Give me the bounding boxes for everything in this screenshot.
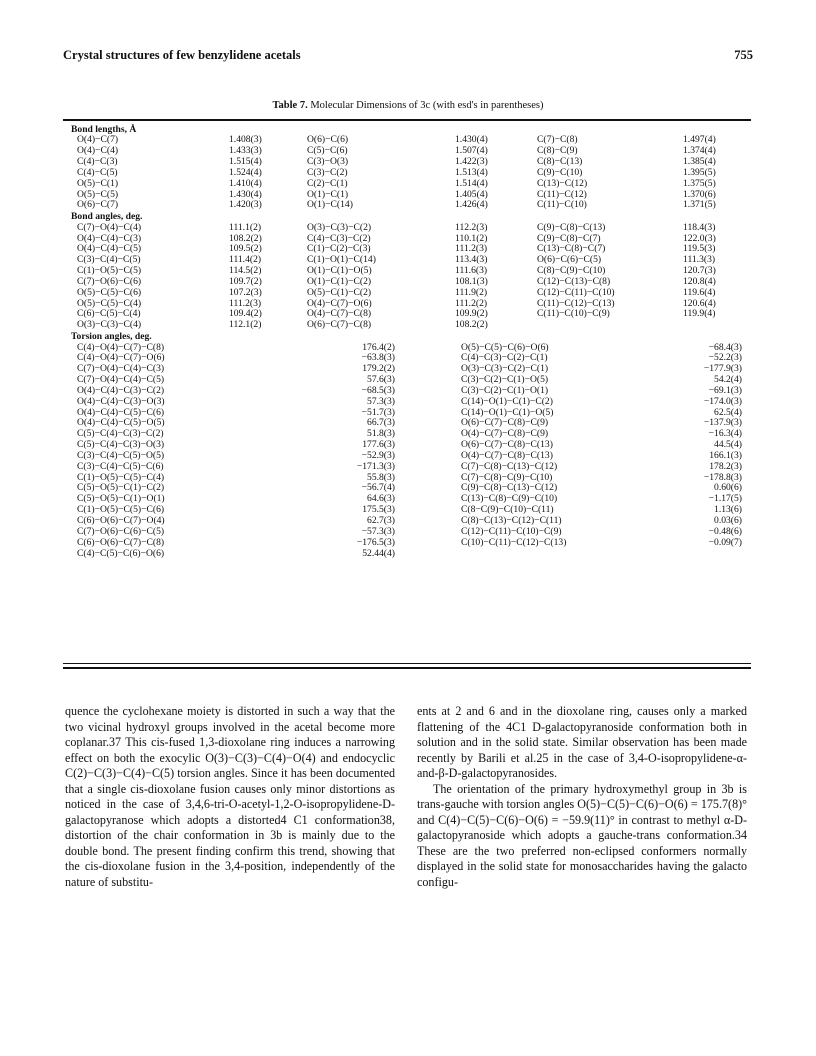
table-row — [63, 375, 751, 386]
torsion-label: C(1)−O(5)−C(5)−C(4) — [77, 471, 165, 483]
angle-value: 109.7(2) — [229, 275, 262, 287]
table-caption-label: Table 7. — [272, 100, 308, 111]
table-row — [63, 288, 751, 299]
torsion-label: C(5)−O(5)−C(1)−O(1) — [77, 493, 165, 505]
bond-lengths-heading: Bond lengths, Å — [71, 124, 137, 135]
bond-label: O(5)−C(5) — [77, 188, 119, 200]
angle-value: 119.5(3) — [683, 243, 716, 255]
bond-label: C(13)−C(12) — [537, 177, 588, 189]
angle-label: C(8)−C(9)−C(10) — [537, 265, 606, 277]
angle-value: 111.2(3) — [455, 243, 488, 255]
torsion-value: 179.2(2) — [362, 363, 395, 375]
bond-label: C(11)−C(10) — [537, 199, 587, 211]
body-paragraph: ents at 2 and 6 and in the dioxolane ring, causes only a marked flattening of the 4C1 D-galactopyranoside conformation both in solution and in the solid state. Similar observation has been made recently by Barili et al.25 in the case of 3,4-O-isopropylidene-α-and-β-D-galactopyranosides. — [417, 704, 747, 781]
angle-label: C(3)−C(4)−C(5) — [77, 254, 141, 266]
bond-label: O(6)−C(7) — [77, 199, 119, 211]
bond-label: O(6)−C(6) — [307, 134, 349, 146]
torsion-value: −178.8(3) — [703, 471, 742, 483]
torsion-label: O(4)−C(4)−C(3)−C(2) — [77, 384, 165, 396]
bond-label: C(4)−C(5) — [77, 166, 118, 178]
torsion-value: 62.5(4) — [714, 406, 742, 418]
table-row — [63, 244, 751, 255]
bond-value: 1.524(4) — [229, 166, 262, 178]
angle-value: 109.9(2) — [455, 308, 488, 320]
torsion-label: C(6)−O(6)−C(7)−O(4) — [77, 515, 165, 527]
table-caption — [0, 100, 816, 111]
torsion-label: C(7)−O(4)−C(4)−C(3) — [77, 363, 165, 375]
running-head-title: Crystal structures of few benzylidene acetals — [63, 48, 301, 62]
table-row — [63, 168, 751, 179]
table-row — [63, 408, 751, 419]
torsion-label: C(14)−O(1)−C(1)−C(2) — [461, 395, 553, 407]
bond-value: 1.370(6) — [683, 188, 716, 200]
torsion-label: C(7)−O(4)−C(4)−C(5) — [77, 374, 165, 386]
bond-value: 1.405(4) — [455, 188, 488, 200]
torsion-value: 178.2(3) — [709, 460, 742, 472]
table-row — [63, 277, 751, 288]
torsion-value: 62.7(3) — [367, 515, 395, 527]
torsion-label: C(3)−C(2)−C(1)−O(5) — [461, 374, 549, 386]
bond-lengths-rows — [63, 135, 751, 211]
torsion-value: −56.7(4) — [361, 482, 395, 494]
bond-label: C(11)−C(12) — [537, 188, 587, 200]
angle-label: O(4)−C(7)−O(6) — [307, 297, 372, 309]
table-row — [63, 353, 751, 364]
table-row — [63, 505, 751, 516]
torsion-label: O(5)−C(5)−C(6)−O(6) — [461, 341, 549, 353]
angle-value: 107.2(3) — [229, 286, 262, 298]
torsion-label: C(1)−O(5)−C(5)−C(6) — [77, 504, 165, 516]
torsion-label: C(7)−C(8)−C(13)−C(12) — [461, 460, 558, 472]
angle-label: C(7)−O(6)−C(6) — [77, 275, 142, 287]
table-row — [63, 386, 751, 397]
torsion-label: C(3)−C(4)−C(5)−C(6) — [77, 460, 164, 472]
angle-label: C(12)−C(13)−C(8) — [537, 275, 611, 287]
table-row — [63, 146, 751, 157]
bond-label: O(1)−C(14) — [307, 199, 353, 211]
torsion-value: 44.5(4) — [714, 439, 742, 451]
torsion-label: C(4)−O(4)−C(7)−C(8) — [77, 341, 165, 353]
torsion-value: −0.48(6) — [708, 525, 742, 537]
torsion-label: C(8−C(9)−C(10)−C(11) — [461, 504, 554, 516]
angle-label: C(9)−C(8)−C(13) — [537, 221, 606, 233]
angle-label: O(1)−C(1)−O(5) — [307, 265, 372, 277]
running-head — [63, 48, 753, 66]
bond-value: 1.395(5) — [683, 166, 716, 178]
table-row — [63, 299, 751, 310]
table-row — [63, 200, 751, 211]
bond-value: 1.375(5) — [683, 177, 716, 189]
angle-value: 114.5(2) — [229, 265, 262, 277]
bond-angles-rows — [63, 223, 751, 331]
bond-label: C(8)−C(9) — [537, 145, 578, 157]
table-row — [63, 538, 751, 549]
bond-label: C(3)−C(2) — [307, 166, 348, 178]
angle-label: C(1)−O(5)−C(5) — [77, 265, 142, 277]
bond-label: C(2)−C(1) — [307, 177, 348, 189]
torsion-value: 66.7(3) — [367, 417, 395, 429]
angle-value: 113.4(3) — [455, 254, 488, 266]
bond-label: C(8)−C(13) — [537, 156, 583, 168]
angle-label: C(13)−C(8)−C(7) — [537, 243, 606, 255]
bond-value: 1.433(3) — [229, 145, 262, 157]
torsion-label: O(4)−C(7)−C(8)−C(13) — [461, 449, 553, 461]
angle-label: C(11)−C(12)−C(13) — [537, 297, 615, 309]
bond-value: 1.497(4) — [683, 134, 716, 146]
torsion-label: O(3)−C(3)−C(2)−C(1) — [461, 363, 549, 375]
angle-value: 119.9(4) — [683, 308, 716, 320]
table-row — [63, 397, 751, 408]
angle-label: C(1)−C(2)−C(3) — [307, 243, 371, 255]
torsion-value: −68.5(3) — [361, 384, 395, 396]
angle-label: C(9)−C(8)−C(7) — [537, 232, 601, 244]
bond-value: 1.513(4) — [455, 166, 488, 178]
torsion-label: C(9)−C(8)−C(13)−C(12) — [461, 482, 558, 494]
table-row — [63, 364, 751, 375]
bond-value: 1.410(4) — [229, 177, 262, 189]
angle-label: C(7)−O(4)−C(4) — [77, 221, 142, 233]
table-row — [63, 483, 751, 494]
torsion-value: −57.3(3) — [361, 525, 395, 537]
table-row — [63, 516, 751, 527]
torsion-label: C(3)−C(2)−C(1)−O(1) — [461, 384, 549, 396]
angle-label: O(6)−C(6)−C(5) — [537, 254, 602, 266]
bond-value: 1.371(5) — [683, 199, 716, 211]
torsion-label: O(4)−C(4)−C(5)−O(5) — [77, 417, 165, 429]
torsion-value: −52.9(3) — [361, 449, 395, 461]
torsion-value: −52.2(3) — [708, 352, 742, 364]
table-row — [63, 135, 751, 146]
angle-label: O(4)−C(4)−C(3) — [77, 232, 142, 244]
table-row — [63, 309, 751, 320]
table-row — [63, 157, 751, 168]
angle-value: 108.2(2) — [455, 319, 488, 331]
table-row — [63, 549, 751, 560]
torsion-value: 176.4(2) — [362, 341, 395, 353]
angle-label: C(1)−O(1)−C(14) — [307, 254, 376, 266]
bond-value: 1.385(4) — [683, 156, 716, 168]
torsion-value: 64.6(3) — [367, 493, 395, 505]
bond-value: 1.514(4) — [455, 177, 488, 189]
table-row — [63, 429, 751, 440]
angle-label: O(4)−C(7)−C(8) — [307, 308, 372, 320]
body-paragraph: The orientation of the primary hydroxymethyl group in 3b is trans-gauche with torsion angles O(5)−C(5)−C(6)−O(6) = 175.7(8)° and C(4)−C(5)−C(6)−O(6) = −59.9(11)° in contrast to methyl α-D-galactopyranoside which adopts a gauche-trans conformation.34 These are the two preferred non-eclipsed conformers normally displayed in the solid state for monosaccharides having the galacto configu- — [417, 781, 747, 890]
torsion-angles-rows — [63, 343, 751, 560]
torsion-value: 51.8(3) — [367, 428, 395, 440]
table-bottom-rule — [63, 667, 751, 669]
torsion-label: C(4)−O(4)−C(7)−O(6) — [77, 352, 165, 364]
angle-value: 108.1(3) — [455, 275, 488, 287]
angle-label: O(6)−C(7)−C(8) — [307, 319, 372, 331]
body-right-column — [417, 704, 747, 891]
bond-label: C(9)−C(10) — [537, 166, 583, 178]
bond-label: C(4)−C(3) — [77, 156, 118, 168]
torsion-label: C(13)−C(8)−C(9)−C(10) — [461, 493, 558, 505]
torsion-angles-heading: Torsion angles, deg. — [71, 331, 152, 343]
table-row — [63, 179, 751, 190]
angle-value: 120.8(4) — [683, 275, 716, 287]
torsion-value: 55.8(3) — [367, 471, 395, 483]
angle-label: C(4)−C(3)−C(2) — [307, 232, 371, 244]
angle-label: O(3)−C(3)−C(4) — [77, 319, 142, 331]
table-caption-text: Molecular Dimensions of 3c (with esd's in parentheses) — [310, 100, 544, 111]
torsion-value: 52.44(4) — [362, 547, 395, 559]
bond-label: C(7)−C(8) — [537, 134, 578, 146]
table-row — [63, 343, 751, 354]
bond-value: 1.408(3) — [229, 134, 262, 146]
body-left-column — [65, 704, 395, 891]
angle-label: O(5)−C(5)−C(4) — [77, 297, 142, 309]
angle-value: 120.7(3) — [683, 265, 716, 277]
torsion-value: −68.4(3) — [708, 341, 742, 353]
angle-value: 112.2(3) — [455, 221, 488, 233]
torsion-label: C(10)−C(11)−C(12)−C(13) — [461, 536, 567, 548]
angle-value: 120.6(4) — [683, 297, 716, 309]
table-row — [63, 255, 751, 266]
torsion-value: 57.3(3) — [367, 395, 395, 407]
table-row — [63, 320, 751, 331]
torsion-label: C(4)−C(5)−C(6)−O(6) — [77, 547, 165, 559]
angle-value: 111.3(3) — [683, 254, 716, 266]
bond-value: 1.374(4) — [683, 145, 716, 157]
torsion-label: O(4)−C(7)−C(8)−C(9) — [461, 428, 549, 440]
angle-label: O(5)−C(1)−C(2) — [307, 286, 372, 298]
table-row — [63, 418, 751, 429]
body-paragraph: quence the cyclohexane moiety is distorted in such a way that the two vicinal hydroxyl groups involved in the acetal become more coplanar.37 This cis-fused 1,3-dioxolane ring induces a narrowing effect on both the exocylic O(3)−C(3)−C(4)−O(4) and endocyclic C(2)−C(3)−C(4)−C(5) torsion angles. Since it has been documented that a single cis-dioxolane fusion causes only minor distortions as noticed in the case of 3,4,6-tri-O-acetyl-1,2-O-isopropylidene-D-galactopyranose which adopts a distorted4 C1 conformation38, distortion of the chair conformation in 3b is mainly due to the double bond. The present finding confirm this trend, showing that the cis-dioxolane fusion in the 3,4-position, independently of the nature of substitu- — [65, 704, 395, 890]
torsion-label: C(12)−C(11)−C(10)−C(9) — [461, 525, 562, 537]
angle-label: C(12)−C(11)−C(10) — [537, 286, 615, 298]
bond-value: 1.430(4) — [455, 134, 488, 146]
torsion-value: 1.13(6) — [714, 504, 742, 516]
bond-label: O(5)−C(1) — [77, 177, 119, 189]
bond-value: 1.420(3) — [229, 199, 262, 211]
table-row — [63, 462, 751, 473]
table-row — [63, 451, 751, 462]
angle-label: O(1)−C(1)−C(2) — [307, 275, 372, 287]
bond-value: 1.430(4) — [229, 188, 262, 200]
angle-label: O(5)−C(5)−C(6) — [77, 286, 142, 298]
torsion-value: −174.0(3) — [703, 395, 742, 407]
angle-value: 110.1(2) — [455, 232, 488, 244]
torsion-label: C(3)−C(4)−C(5)−O(5) — [77, 449, 165, 461]
torsion-value: −137.9(3) — [703, 417, 742, 429]
torsion-value: −16.3(4) — [708, 428, 742, 440]
torsion-label: C(5)−C(4)−C(3)−O(3) — [77, 439, 165, 451]
torsion-value: −63.8(3) — [361, 352, 395, 364]
torsion-value: −1.17(5) — [708, 493, 742, 505]
page-number: 755 — [734, 48, 753, 62]
torsion-value: −171.3(3) — [356, 460, 395, 472]
torsion-value: 57.6(3) — [367, 374, 395, 386]
table-bottom-rule-thin — [63, 663, 751, 664]
table-top-rule — [63, 119, 751, 121]
table-row — [63, 494, 751, 505]
angle-label: O(4)−C(4)−C(5) — [77, 243, 142, 255]
torsion-label: C(7)−O(6)−C(6)−C(5) — [77, 525, 165, 537]
angle-value: 122.0(3) — [683, 232, 716, 244]
bond-value: 1.422(3) — [455, 156, 488, 168]
torsion-label: C(4)−C(3)−C(2)−C(1) — [461, 352, 548, 364]
bond-label: C(3)−O(3) — [307, 156, 349, 168]
angle-value: 118.4(3) — [683, 221, 716, 233]
angle-label: C(6)−C(5)−C(4) — [77, 308, 141, 320]
table-row — [63, 266, 751, 277]
angle-value: 119.6(4) — [683, 286, 716, 298]
torsion-label: C(8)−C(13)−C(12)−C(11) — [461, 515, 562, 527]
torsion-value: −0.09(7) — [708, 536, 742, 548]
table-row — [63, 190, 751, 201]
bond-angles-heading: Bond angles, deg. — [71, 211, 143, 223]
torsion-label: O(4)−C(4)−C(3)−O(3) — [77, 395, 165, 407]
torsion-label: C(14)−O(1)−C(1)−O(5) — [461, 406, 554, 418]
bond-value: 1.426(4) — [455, 199, 488, 211]
torsion-value: −177.9(3) — [703, 363, 742, 375]
torsion-label: O(6)−C(7)−C(8)−C(13) — [461, 439, 553, 451]
molecular-dimensions-table — [63, 124, 751, 559]
angle-label: C(11)−C(10)−C(9) — [537, 308, 610, 320]
angle-value: 111.4(2) — [229, 254, 262, 266]
torsion-value: 0.03(6) — [714, 515, 742, 527]
torsion-label: C(5)−O(5)−C(1)−C(2) — [77, 482, 165, 494]
table-row — [63, 223, 751, 234]
torsion-value: 177.6(3) — [362, 439, 395, 451]
angle-label: O(3)−C(3)−C(2) — [307, 221, 372, 233]
torsion-label: C(7)−C(8)−C(9)−C(10) — [461, 471, 553, 483]
torsion-value: 166.1(3) — [709, 449, 742, 461]
angle-value: 111.1(2) — [229, 221, 262, 233]
angle-value: 111.2(2) — [455, 297, 488, 309]
angle-value: 109.5(2) — [229, 243, 262, 255]
table-row — [63, 473, 751, 484]
torsion-value: 54.2(4) — [714, 374, 742, 386]
angle-value: 108.2(2) — [229, 232, 262, 244]
bond-label: O(4)−C(4) — [77, 145, 119, 157]
angle-value: 109.4(2) — [229, 308, 262, 320]
torsion-label: O(4)−C(4)−C(5)−C(6) — [77, 406, 165, 418]
torsion-value: −69.1(3) — [708, 384, 742, 396]
angle-value: 111.9(2) — [455, 286, 488, 298]
torsion-label: O(6)−C(7)−C(8)−C(9) — [461, 417, 549, 429]
bond-label: C(5)−C(6) — [307, 145, 348, 157]
bond-label: O(4)−C(7) — [77, 134, 119, 146]
angle-value: 111.6(3) — [455, 265, 488, 277]
torsion-label: C(6)−O(6)−C(7)−C(8) — [77, 536, 165, 548]
bond-value: 1.515(4) — [229, 156, 262, 168]
bond-label: O(1)−C(1) — [307, 188, 349, 200]
angle-value: 111.2(3) — [229, 297, 262, 309]
table-row — [63, 440, 751, 451]
torsion-label: C(5)−C(4)−C(3)−C(2) — [77, 428, 164, 440]
torsion-value: 175.5(3) — [362, 504, 395, 516]
bond-value: 1.507(4) — [455, 145, 488, 157]
torsion-value: 0.60(6) — [714, 482, 742, 494]
torsion-value: −176.5(3) — [356, 536, 395, 548]
torsion-value: −51.7(3) — [361, 406, 395, 418]
table-row — [63, 234, 751, 245]
angle-value: 112.1(2) — [229, 319, 262, 331]
table-row — [63, 527, 751, 538]
